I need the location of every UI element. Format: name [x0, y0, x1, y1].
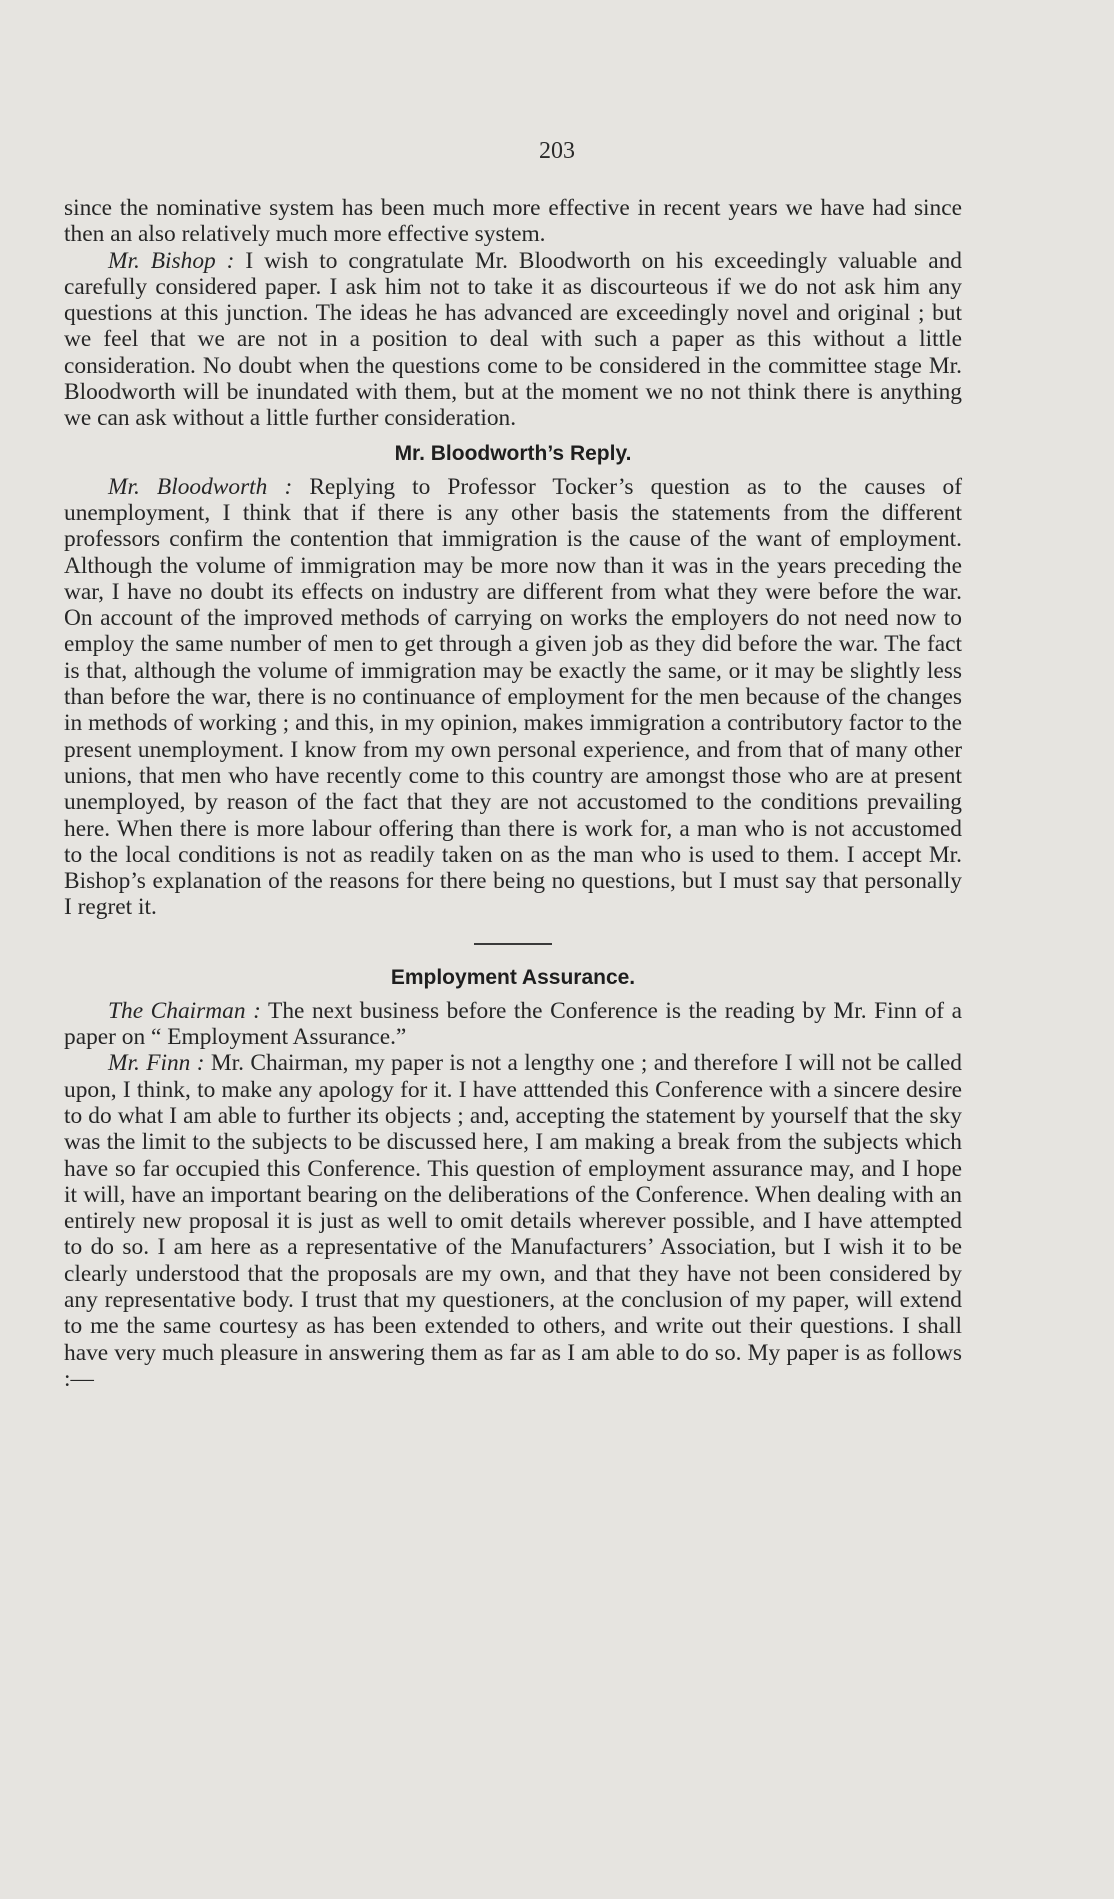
page-number: 203	[539, 138, 575, 164]
section-heading-reply: Mr. Bloodworth’s Reply.	[394, 441, 632, 465]
text-column	[64, 195, 962, 1392]
speaker-label: The Chairman :	[108, 997, 261, 1024]
paragraph-text: I wish to congratulate Mr. Bloodworth on his exceedingly valuable and carefully considered paper. I ask him not to take it as discourteous if we do not ask him any questions at this junction. The ideas he has advanced are exceedingly novel and original ; but we feel that we are not in a position to deal with such a paper as this without a little consideration. No doubt when the questions come to be considered in the committee stage Mr. Bloodworth will be inundated with them, but at the moment we no not think there is anything we can ask without a little further consideration.	[64, 247, 962, 432]
bishop-paragraph	[64, 248, 962, 432]
paragraph-text: Mr. Chairman, my paper is not a lengthy one ; and therefore I will not be called upon, I think, to make any apology for it. I have atttended this Conference with a sincere desire to do what I am able to further its objects ; and, accepting the statement by yourself that the sky was the limit to the subjects to be discussed here, I am making a break from the subjects which have so far occupied this Conference. This question of employment assurance may, and I hope it will, have an important bearing on the deliberations of the Conference. When dealing with an entirely new proposal it is just as well to omit details wherever possible, and I have attempted to do so. I am here as a representative of the Manufacturers’ Association, but I wish it to be clearly understood that the proposals are my own, and that they have not been considered by any representative body. I trust that my questioners, at the conclusion of my paper, will extend to me the same courtesy as has been extended to others, and write out their questions. I shall have very much pleasure in answering them as far as I am able to do so. My paper is as follows :—	[64, 1050, 962, 1392]
paragraph-text: The next business before the Conference is the reading by Mr. Finn of a paper on “ Employment Assurance.”	[64, 997, 962, 1051]
section-divider	[474, 943, 552, 945]
finn-paragraph	[64, 1050, 962, 1392]
chairman-paragraph	[64, 998, 962, 1051]
paragraph-text: Replying to Professor Tocker’s question as to the causes of unemployment, I think that if there is any other basis the statements from the different professors confirm the contention that immigration is the cause of the want of employment. Although the volume of immigration may be more now than it was in the years preceding the war, I have no doubt its effects on industry are different from what they were before the war. On account of the improved methods of carrying on works the employers do not need now to employ the same number of men to get through a given job as they did before the war. The fact is that, although the volume of immigration may be exactly the same, or it may be slightly less than before the war, there is no continuance of employment for the men because of the changes in methods of working ; and this, in my opinion, makes immigration a contributory factor to the present unemployment. I know from my own personal experience, and from that of many other unions, that men who have recently come to this country are amongst those who are at present unemployed, by reason of the fact that they are not accustomed to the conditions prevailing here. When there is more labour offering than there is work for, a man who is not accustomed to the local conditions is not as readily taken on as the man who is used to them. I accept Mr. Bishop’s explanation of the reasons for there being no questions, but I must say that personally I regret it.	[64, 473, 962, 921]
speaker-label: Mr. Bloodworth :	[108, 473, 293, 500]
continuation-paragraph	[64, 195, 962, 248]
bloodworth-paragraph	[64, 474, 962, 921]
speaker-label: Mr. Bishop :	[108, 247, 235, 274]
speaker-label: Mr. Finn :	[108, 1050, 205, 1077]
paragraph-text: since the nominative system has been much more effective in recent years we have had since then an also relatively much more effective system.	[64, 195, 962, 248]
section-heading-employment-assurance: Employment Assurance.	[390, 965, 636, 989]
